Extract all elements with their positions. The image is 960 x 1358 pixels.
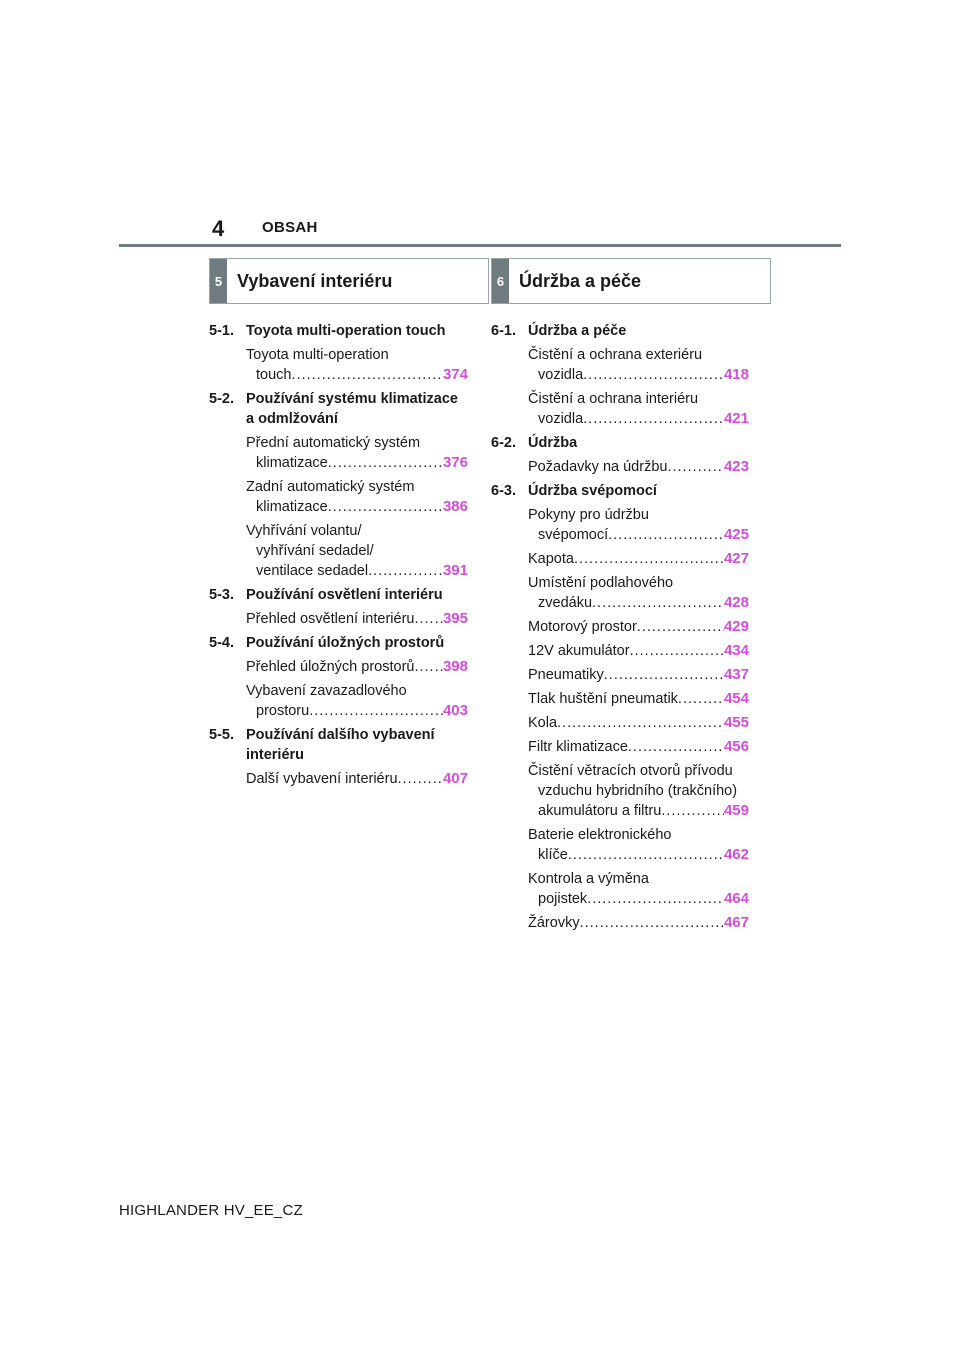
- section-number-tag: 5: [210, 259, 227, 303]
- chapter-number: 6-3.: [491, 483, 516, 499]
- page-link[interactable]: 376: [442, 454, 468, 471]
- dot-leader: [414, 657, 443, 677]
- page-link[interactable]: 425: [723, 526, 749, 543]
- page-link[interactable]: 462: [723, 846, 749, 863]
- dot-leader: [580, 913, 724, 933]
- dot-leader: [628, 737, 724, 757]
- toc-entry[interactable]: [246, 657, 468, 677]
- toc-column-left: [209, 318, 468, 793]
- dot-leader: [328, 497, 443, 517]
- toc-entry[interactable]: [246, 345, 468, 385]
- toc-entry-text: Tlak huštění pneumatik: [528, 691, 678, 707]
- toc-entry[interactable]: [246, 477, 468, 517]
- chapter-number: 5-2.: [209, 391, 234, 407]
- chapter-heading[interactable]: [209, 389, 468, 429]
- page-link[interactable]: 429: [723, 618, 749, 635]
- toc-entry-text: vozidla: [538, 367, 584, 383]
- toc-entry[interactable]: [528, 869, 749, 909]
- page-link[interactable]: 427: [723, 550, 749, 567]
- chapter-title: Údržba svépomocí: [528, 483, 657, 499]
- toc-entry-text: Čistění a ochrana exteriéru: [528, 347, 703, 363]
- toc-entry[interactable]: [246, 769, 468, 789]
- toc-entry-text: Čistění větracích otvorů přívodu: [528, 763, 733, 779]
- section-title: Údržba a péče: [519, 270, 642, 291]
- toc-entry-text: Přední automatický systém: [246, 435, 421, 451]
- toc-entry[interactable]: [528, 761, 749, 821]
- page-link[interactable]: 398: [442, 658, 468, 675]
- toc-entry-text: Kapota: [528, 551, 574, 567]
- toc-entry-text: Kola: [528, 715, 558, 731]
- toc-entry-text: Pneumatiky: [528, 667, 604, 683]
- toc-entry-text: klimatizace: [256, 499, 328, 515]
- toc-entry-text: Pokyny pro údržbu: [528, 507, 649, 523]
- page-link[interactable]: 386: [442, 498, 468, 515]
- toc-entry-text: touch: [256, 367, 292, 383]
- chapter-heading[interactable]: [209, 321, 468, 341]
- chapter-heading[interactable]: [491, 481, 749, 501]
- toc-entry-text: Filtr klimatizace: [528, 739, 628, 755]
- toc-entry[interactable]: [528, 641, 749, 661]
- toc-entry-text: Přehled úložných prostorů: [246, 659, 415, 675]
- page-link[interactable]: 434: [723, 642, 749, 659]
- chapter-number: 5-3.: [209, 587, 234, 603]
- dot-leader: [592, 593, 724, 613]
- dot-leader: [630, 641, 724, 661]
- toc-entry[interactable]: [528, 617, 749, 637]
- section-header-6[interactable]: [491, 258, 771, 304]
- chapter-number: 6-1.: [491, 323, 516, 339]
- toc-entry-text: Motorový prostor: [528, 619, 637, 635]
- page-link[interactable]: 391: [442, 562, 468, 579]
- toc-entry-text: 12V akumulátor: [528, 643, 630, 659]
- page-link[interactable]: 421: [723, 410, 749, 427]
- toc-entry-text: Toyota multi-operation: [246, 347, 389, 363]
- dot-leader: [667, 457, 724, 477]
- chapter-title: Používání úložných prostorů: [246, 635, 445, 651]
- chapter-number: 5-4.: [209, 635, 234, 651]
- toc-entry[interactable]: [528, 665, 749, 685]
- dot-leader: [557, 713, 724, 733]
- toc-entry[interactable]: [246, 521, 468, 581]
- page-number: 4: [212, 216, 225, 241]
- dot-leader: [291, 365, 442, 385]
- toc-entry-text: akumulátoru a filtru: [538, 803, 662, 819]
- chapter-heading[interactable]: [491, 433, 749, 453]
- toc-entry[interactable]: [528, 573, 749, 613]
- document-footer: HIGHLANDER HV_EE_CZ: [119, 1202, 303, 1219]
- dot-leader: [587, 889, 724, 909]
- toc-entry[interactable]: [528, 345, 749, 385]
- chapter-title: Používání systému klimatizace a odmlžování: [246, 391, 458, 427]
- dot-leader: [661, 801, 724, 821]
- chapter-number: 5-1.: [209, 323, 234, 339]
- toc-entry-text: svépomocí: [538, 527, 609, 543]
- toc-entry-text: klíče: [538, 847, 568, 863]
- toc-entry-text: Přehled osvětlení interiéru: [246, 611, 415, 627]
- dot-leader: [637, 617, 724, 637]
- chapter-heading[interactable]: [491, 321, 749, 341]
- toc-entry[interactable]: [528, 549, 749, 569]
- page-link[interactable]: 454: [723, 690, 749, 707]
- dot-leader: [604, 665, 724, 685]
- toc-entry-text: vyhřívání sedadel/: [256, 543, 374, 559]
- dot-leader: [568, 845, 724, 865]
- page-link[interactable]: 407: [442, 770, 468, 787]
- dot-leader: [678, 689, 724, 709]
- toc-entry[interactable]: [528, 913, 749, 933]
- dot-leader: [398, 769, 443, 789]
- toc-entry-text: Zadní automatický systém: [246, 479, 415, 495]
- page-link[interactable]: 423: [723, 458, 749, 475]
- page-link[interactable]: 459: [723, 802, 749, 819]
- page-link[interactable]: 418: [723, 366, 749, 383]
- page-link[interactable]: 464: [723, 890, 749, 907]
- dot-leader: [328, 453, 443, 473]
- dot-leader: [574, 549, 724, 569]
- toc-entry-text: Vybavení zavazadlového: [246, 683, 407, 699]
- toc-entry[interactable]: [528, 505, 749, 545]
- section-title: Vybavení interiéru: [237, 270, 393, 291]
- chapter-title: Používání osvětlení interiéru: [246, 587, 443, 603]
- section-number-tag: 6: [492, 259, 509, 303]
- header-divider: [119, 244, 841, 247]
- toc-entry[interactable]: [246, 681, 468, 721]
- page-link[interactable]: 403: [442, 702, 468, 719]
- toc-entry-text: Čistění a ochrana interiéru: [528, 391, 699, 407]
- toc-entry-text: ventilace sedadel: [256, 563, 369, 579]
- toc-entry-text: Požadavky na údržbu: [528, 459, 668, 475]
- toc-entry-text: zvedáku: [538, 595, 593, 611]
- toc-entry[interactable]: [528, 457, 749, 477]
- page-link[interactable]: 467: [723, 914, 749, 931]
- dot-leader: [583, 409, 724, 429]
- toc-entry[interactable]: [246, 609, 468, 629]
- page-link[interactable]: 374: [442, 366, 468, 383]
- page-link[interactable]: 455: [723, 714, 749, 731]
- chapter-heading[interactable]: [209, 725, 468, 765]
- dot-leader: [368, 561, 443, 581]
- chapter-number: 5-5.: [209, 727, 234, 743]
- toc-entry[interactable]: [528, 737, 749, 757]
- chapter-title: Toyota multi-operation touch: [246, 323, 446, 339]
- toc-entry-text: prostoru: [256, 703, 310, 719]
- chapter-title: Údržba a péče: [528, 323, 627, 339]
- page-link[interactable]: 437: [723, 666, 749, 683]
- chapter-title: Používání dalšího vybavení interiéru: [246, 727, 435, 763]
- toc-entry-text: pojistek: [538, 891, 588, 907]
- toc-entry-text: Vyhřívání volantu/: [246, 523, 362, 539]
- chapter-heading[interactable]: [209, 633, 468, 653]
- toc-entry-text: Žárovky: [528, 915, 580, 931]
- dot-leader: [583, 365, 724, 385]
- page-link[interactable]: 456: [723, 738, 749, 755]
- toc-entry[interactable]: [246, 433, 468, 473]
- page-link[interactable]: 395: [442, 610, 468, 627]
- toc-entry-text: klimatizace: [256, 455, 328, 471]
- toc-entry[interactable]: [528, 825, 749, 865]
- toc-entry[interactable]: [528, 713, 749, 733]
- dot-leader: [309, 701, 443, 721]
- page-link[interactable]: 428: [723, 594, 749, 611]
- toc-entry-text: Baterie elektronického: [528, 827, 672, 843]
- toc-entry-text: vozidla: [538, 411, 584, 427]
- toc-entry-text: Umístění podlahového: [528, 575, 674, 591]
- dot-leader: [414, 609, 443, 629]
- chapter-heading[interactable]: [209, 585, 468, 605]
- toc-entry[interactable]: [528, 389, 749, 429]
- chapter-title: Údržba: [528, 435, 578, 451]
- section-header-5[interactable]: [209, 258, 489, 304]
- toc-column-right: [491, 318, 749, 937]
- toc-entry-text: Kontrola a výměna: [528, 871, 649, 887]
- dot-leader: [608, 525, 724, 545]
- toc-entry-text: Další vybavení interiéru: [246, 771, 398, 787]
- toc-entry[interactable]: [528, 689, 749, 709]
- chapter-number: 6-2.: [491, 435, 516, 451]
- toc-entry-text: vzduchu hybridního (trakčního): [538, 783, 738, 799]
- page-header-title: OBSAH: [262, 219, 318, 236]
